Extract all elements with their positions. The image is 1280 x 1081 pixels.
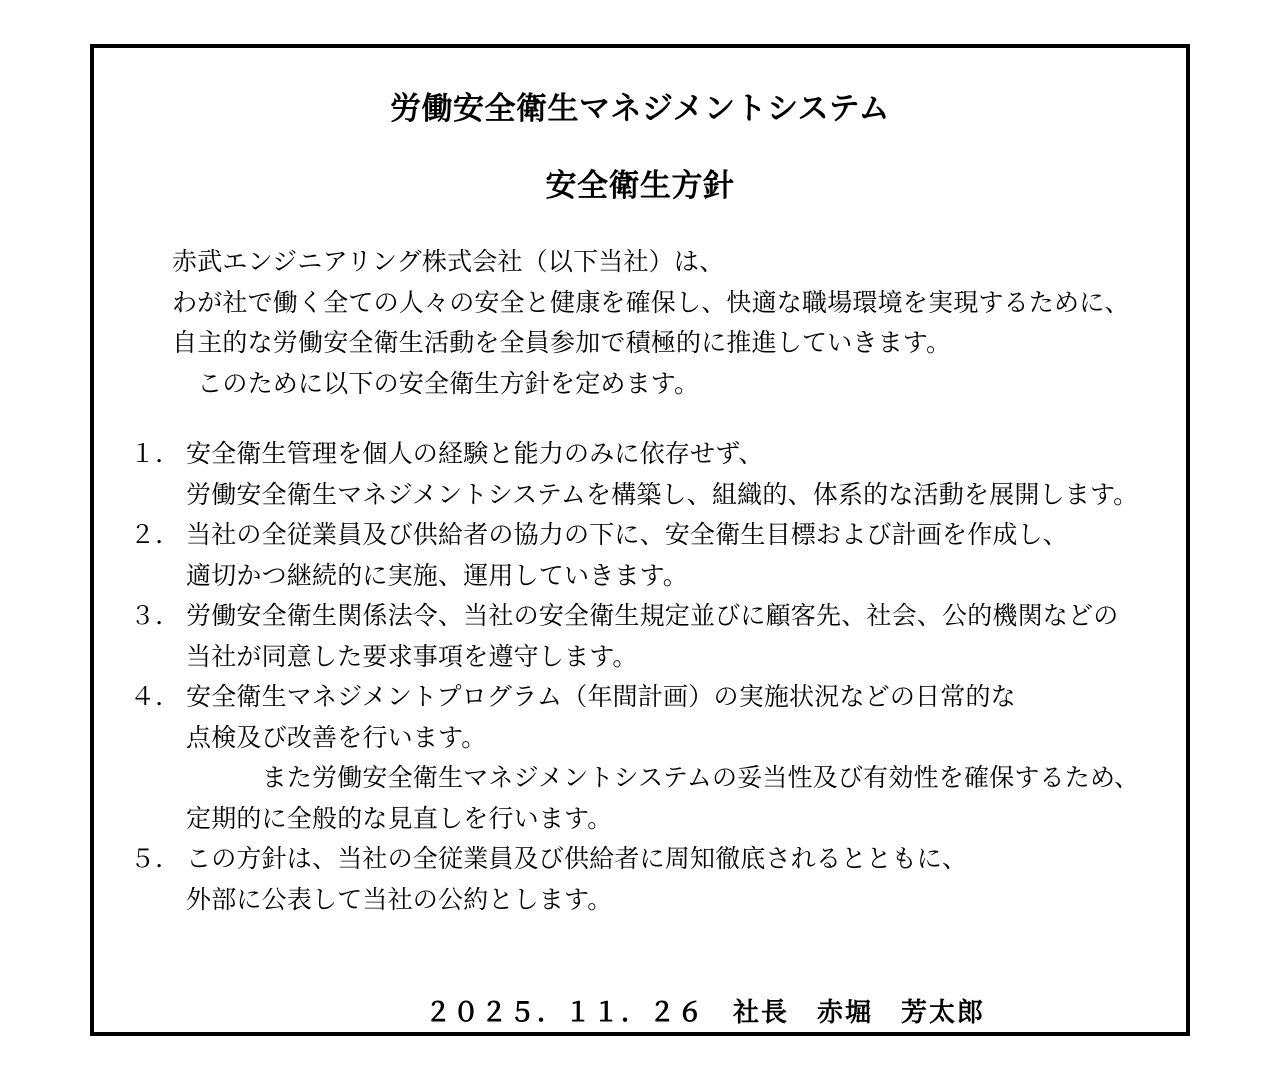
document-title-main: 労働安全衛生マネジメントシステム: [390, 91, 890, 127]
clause-item: [130, 435, 1176, 516]
policy-document-frame: [90, 44, 1190, 1036]
clause-line: 当社が同意した要求事項を遵守します。: [186, 643, 638, 671]
clause-number: ３．: [130, 603, 181, 631]
clause-line: 安全衛生管理を個人の経験と能力のみに依存せず、: [186, 441, 764, 469]
clause-line: 安全衛生マネジメントプログラム（年間計画）の実施状況などの日常的な: [186, 684, 1016, 712]
clause-number: １．: [130, 441, 181, 469]
clause-line: 定期的に全般的な見直しを行います。: [186, 805, 613, 833]
clause-line: 外部に公表して当社の公約とします。: [186, 886, 613, 914]
clause-line: 点検及び改善を行います。: [186, 724, 487, 752]
clause-item: [130, 597, 1176, 678]
intro-line-2: わが社で働く全ての人々の安全と健康を確保し、快適な職場環境を実現するために、: [172, 289, 1130, 317]
clause-line: 労働安全衛生関係法令、当社の安全衛生規定並びに顧客先、社会、公的機関などの: [186, 603, 1119, 631]
clause-body: [186, 516, 1176, 597]
clause-body: [186, 678, 1176, 840]
document-title-sub: 安全衛生方針: [545, 168, 735, 205]
document-inner: [94, 91, 1186, 1075]
signature-line: ２０２５．１１．２６ 社長 赤堀 芳太郎: [424, 998, 985, 1028]
clause-item: [130, 516, 1176, 597]
clause-number: ２．: [130, 522, 181, 550]
clause-item: [130, 678, 1176, 840]
clause-line: 労働安全衛生マネジメントシステムを構築し、組織的、体系的な活動を展開します。: [186, 481, 1139, 509]
clause-list: [94, 435, 1186, 921]
intro-line-4: このために以下の安全衛生方針を定めます。: [172, 370, 700, 398]
intro-line-3: 自主的な労働安全衛生活動を全員参加で積極的に推進していきます。: [172, 330, 952, 358]
clause-line: また労働安全衛生マネジメントシステムの妥当性及び有効性を確保するため、: [186, 765, 1140, 793]
intro-line-1: 赤武エンジニアリング株式会社（以下当社）は、: [172, 249, 725, 277]
clause-number: ４．: [130, 684, 181, 712]
intro-paragraph: [94, 243, 1186, 405]
clause-line: 適切かつ継続的に実施、運用していきます。: [186, 562, 689, 590]
clause-body: [186, 435, 1176, 516]
clause-body: [186, 597, 1176, 678]
clause-line: この方針は、当社の全従業員及び供給者に周知徹底されるとともに、: [186, 846, 968, 874]
clause-item: [130, 840, 1176, 921]
clause-line: 当社の全従業員及び供給者の協力の下に、安全衛生目標および計画を作成し、: [186, 522, 1069, 550]
clause-body: [186, 840, 1176, 921]
clause-number: ５．: [130, 846, 181, 874]
